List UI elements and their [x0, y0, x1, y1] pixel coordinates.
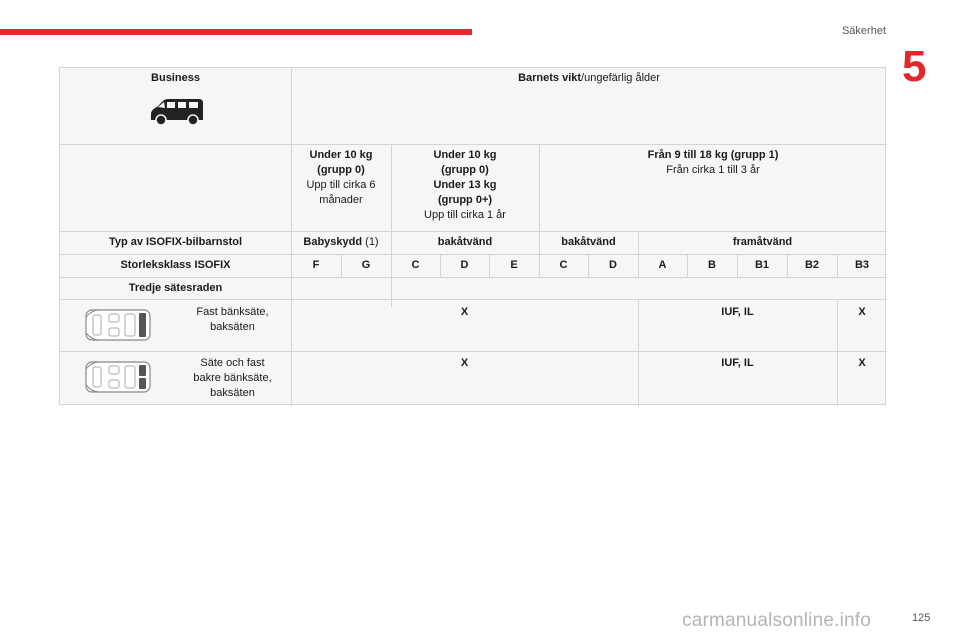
size-class: G [361, 259, 371, 271]
seat-row-1-val-1: X [460, 306, 469, 318]
chapter-number: 5 [902, 42, 927, 91]
van-seat-plan-icon [82, 360, 154, 394]
size-class: C [411, 259, 420, 271]
rear-facing-cell-1: bakåtvänd [437, 236, 493, 248]
minivan-icon [60, 98, 291, 128]
child-weight-rest: /ungefärlig ålder [581, 72, 660, 84]
group-0plus-header: Under 10 kg (grupp 0) Under 13 kg (grupp 0+) Upp till cirka 1 år [424, 149, 506, 221]
size-class: B1 [754, 259, 770, 271]
size-class: B3 [854, 259, 870, 271]
vehicle-label: Business [151, 72, 200, 84]
seat-row-1-val-2: IUF, IL [721, 306, 754, 318]
rear-facing-cell-2: bakåtvänd [561, 236, 616, 248]
size-class: C [559, 259, 568, 271]
seat-row-2-label: Säte och fast bakre bänksäte, baksäten [193, 357, 272, 399]
group-1-header: Från 9 till 18 kg (grupp 1) Från cirka 1 till 3 år [647, 149, 779, 176]
seat-row-1-label: Fast bänksäte, baksäten [196, 306, 269, 333]
size-class: B [708, 259, 716, 271]
seat-row-2-val-3: X [858, 357, 866, 369]
size-class: E [510, 259, 518, 271]
seat-row-2-val-1: X [460, 357, 469, 369]
page-number: 125 [912, 612, 931, 624]
isofix-size-label: Storleksklass ISOFIX [120, 259, 231, 271]
size-class: D [460, 259, 469, 271]
isofix-table [59, 67, 886, 405]
size-class: D [609, 259, 617, 271]
van-seat-plan-icon [82, 308, 154, 342]
seat-row-1-val-3: X [858, 306, 866, 318]
section-title: Säkerhet [841, 25, 886, 37]
child-weight-heading [291, 71, 887, 86]
seat-row-2-val-2: IUF, IL [721, 357, 754, 369]
size-class: A [658, 259, 667, 271]
watermark: carmanualsonline.info [682, 610, 872, 631]
size-class: B2 [804, 259, 820, 271]
group-0-header: Under 10 kg (grupp 0) Upp till cirka 6 månader [306, 149, 376, 206]
babyskydd-cell: Babyskydd (1) [303, 236, 379, 248]
third-row-label: Tredje sätesraden [128, 282, 223, 294]
header-red-bar [0, 29, 472, 35]
isofix-type-label: Typ av ISOFIX-bilbarnstol [108, 236, 243, 248]
size-class: F [312, 259, 320, 271]
forward-facing-cell: framåtvänd [732, 236, 793, 248]
child-weight-bold: Barnets vikt [518, 72, 582, 84]
